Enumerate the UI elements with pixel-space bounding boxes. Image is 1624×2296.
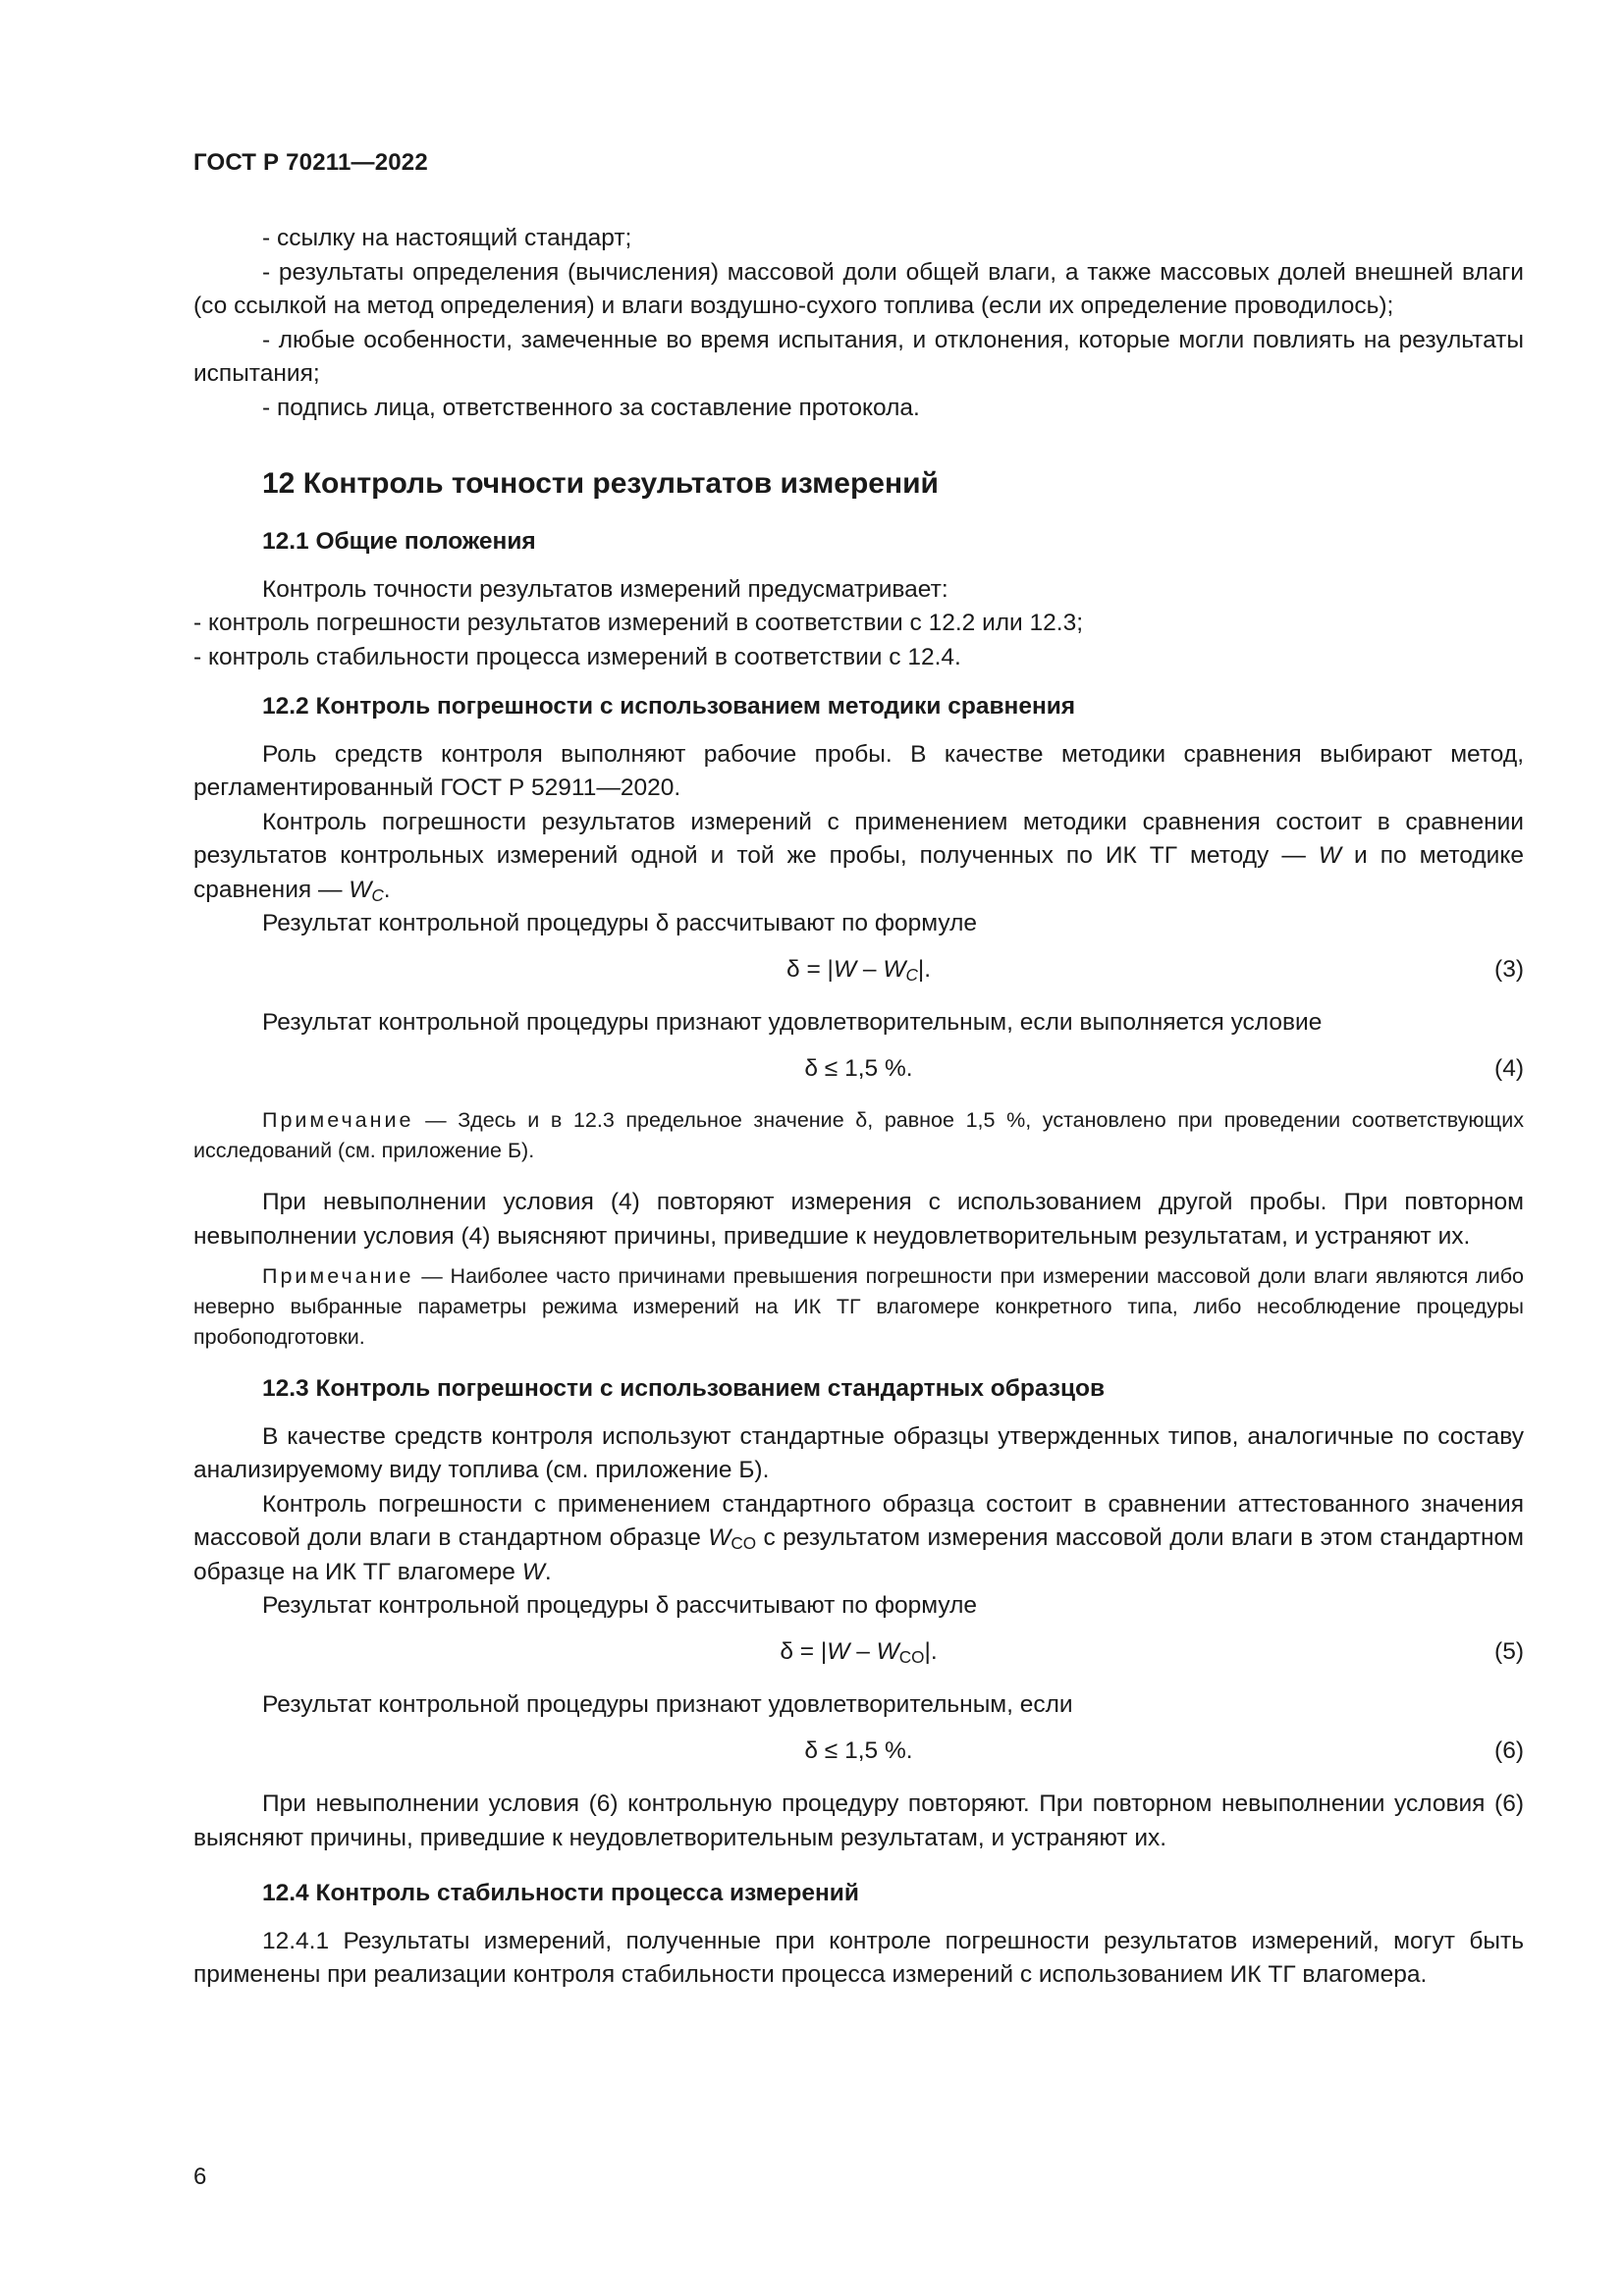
note-label: Примечание [262,1264,414,1288]
section-12-2-paragraph-5: При невыполнении условия (4) повторяют измерения с использованием другой пробы. При повторном невыполнении условия (4) выясняют причины, приведшие к неудовлетворительным результатам, и устраняют их. [193,1189,1524,1250]
section-12-1-list-item: - контроль погрешности результатов измерений в соответствии с 12.2 или 12.3; [193,610,1084,636]
section-12-1-title: 12.1 Общие положения [262,528,536,555]
formula-3-number: (3) [1494,955,1524,983]
document-body [193,222,1524,1993]
section-12-2-paragraph-4: Результат контрольной процедуры признают удовлетворительным, если выполняется условие [262,1009,1323,1036]
section-12-2-paragraph-2: Контроль погрешности результатов измерений с применением методики сравнения состоит в сравнении результатов контрольных измерений одной и той же пробы, полученных по ИК ТГ методу — W и по методике сравнения — $W_C$. [193,808,1524,905]
intro-list-item: - любые особенности, замеченные во время испытания, и отклонения, которые могли повлиять на результаты испытания; [193,326,1524,387]
section-12-4-paragraph-1: 12.4.1 Результаты измерений, полученные при контроле погрешности результатов измерений, могут быть применены при реализации контроля стабильности процесса измерений с использованием ИК ТГ влагомера. [193,1927,1524,1988]
section-12-title: 12 Контроль точности результатов измерений [262,467,939,500]
page-number: 6 [193,2163,207,2190]
intro-list-item: - результаты определения (вычисления) массовой доли общей влаги, а также массовых долей внешней влаги (со ссылкой на метод определения) и влаги воздушно-сухого топлива (если их определение проводилось); [193,258,1524,319]
section-12-1-lead: Контроль точности результатов измерений предусматривает: [262,575,948,603]
intro-list-item: - ссылку на настоящий стандарт; [262,225,632,251]
section-12-2-paragraph-1: Роль средств контроля выполняют рабочие пробы. В качестве методики сравнения выбирают метод, регламентированный ГОСТ Р 52911—2020. [193,740,1524,801]
formula-5 [193,1635,1524,1670]
note-label: Примечание [262,1108,414,1132]
document-header: ГОСТ Р 70211—2022 [193,149,428,176]
formula-3 [193,953,1524,988]
section-12-3-title: 12.3 Контроль погрешности с использованием стандартных образцов [262,1375,1106,1402]
section-12-4-title: 12.4 Контроль стабильности процесса измерений [262,1880,859,1906]
formula-4-expression: δ ≤ 1,5 %. [804,1054,913,1082]
section-12-3-paragraph-3: Результат контрольной процедуры δ рассчитывают по формуле [262,1592,977,1619]
formula-3-expression: $\delta = |W - W_C|$. [786,955,931,985]
formula-5-expression: $\delta = |W - W_{CO}|$. [780,1637,938,1667]
section-12-3-paragraph-4: Результат контрольной процедуры признают удовлетворительным, если [262,1691,1073,1718]
formula-6-number: (6) [1494,1736,1524,1764]
intro-list-item: - подпись лица, ответственного за составление протокола. [262,394,920,421]
section-12-3-paragraph-2: Контроль погрешности с применением стандартного образца состоит в сравнении аттестованного значения массовой доли влаги в стандартном образце $W_{CO}$ с результатом измерения массовой доли влаги в этом стандартном образце на ИК ТГ влагомере W. [193,1490,1524,1585]
variable-w: W [1318,842,1341,869]
section-12-2-title: 12.2 Контроль погрешности с использованием методики сравнения [262,693,1076,720]
section-12-3-paragraph-5: При невыполнении условия (6) контрольную процедуру повторяют. При повторном невыполнении условия (6) выясняют причины, приведшие к неудовлетворительным результатам, и устраняют их. [193,1790,1524,1851]
variable-wc: W [349,876,372,903]
variable-wco: W [708,1524,731,1551]
formula-4 [193,1052,1524,1087]
formula-5-number: (5) [1494,1637,1524,1665]
section-12-1-list-item: - контроль стабильности процесса измерений в соответствии с 12.4. [193,643,961,670]
section-12-3-paragraph-1: В качестве средств контроля используют стандартные образцы утвержденных типов, аналогичные по составу анализируемому виду топлива (см. приложение Б). [193,1422,1524,1483]
section-12-2-paragraph-3: Результат контрольной процедуры δ рассчитывают по формуле [262,910,977,936]
formula-6 [193,1735,1524,1769]
note-2: Примечание — Наиболее часто причинами превышения погрешности при измерении массовой доли влаги являются либо неверно выбранные параметры режима измерений на ИК ТГ влагомере конкретного типа, либо несоблюдение процедуры пробоподготовки. [193,1264,1524,1349]
formula-6-expression: δ ≤ 1,5 %. [804,1736,913,1764]
formula-4-number: (4) [1494,1054,1524,1082]
note-1: Примечание — Здесь и в 12.3 предельное значение δ, равное 1,5 %, установлено при проведении соответствующих исследований (см. приложение Б). [193,1108,1524,1162]
variable-w: W [521,1558,545,1585]
